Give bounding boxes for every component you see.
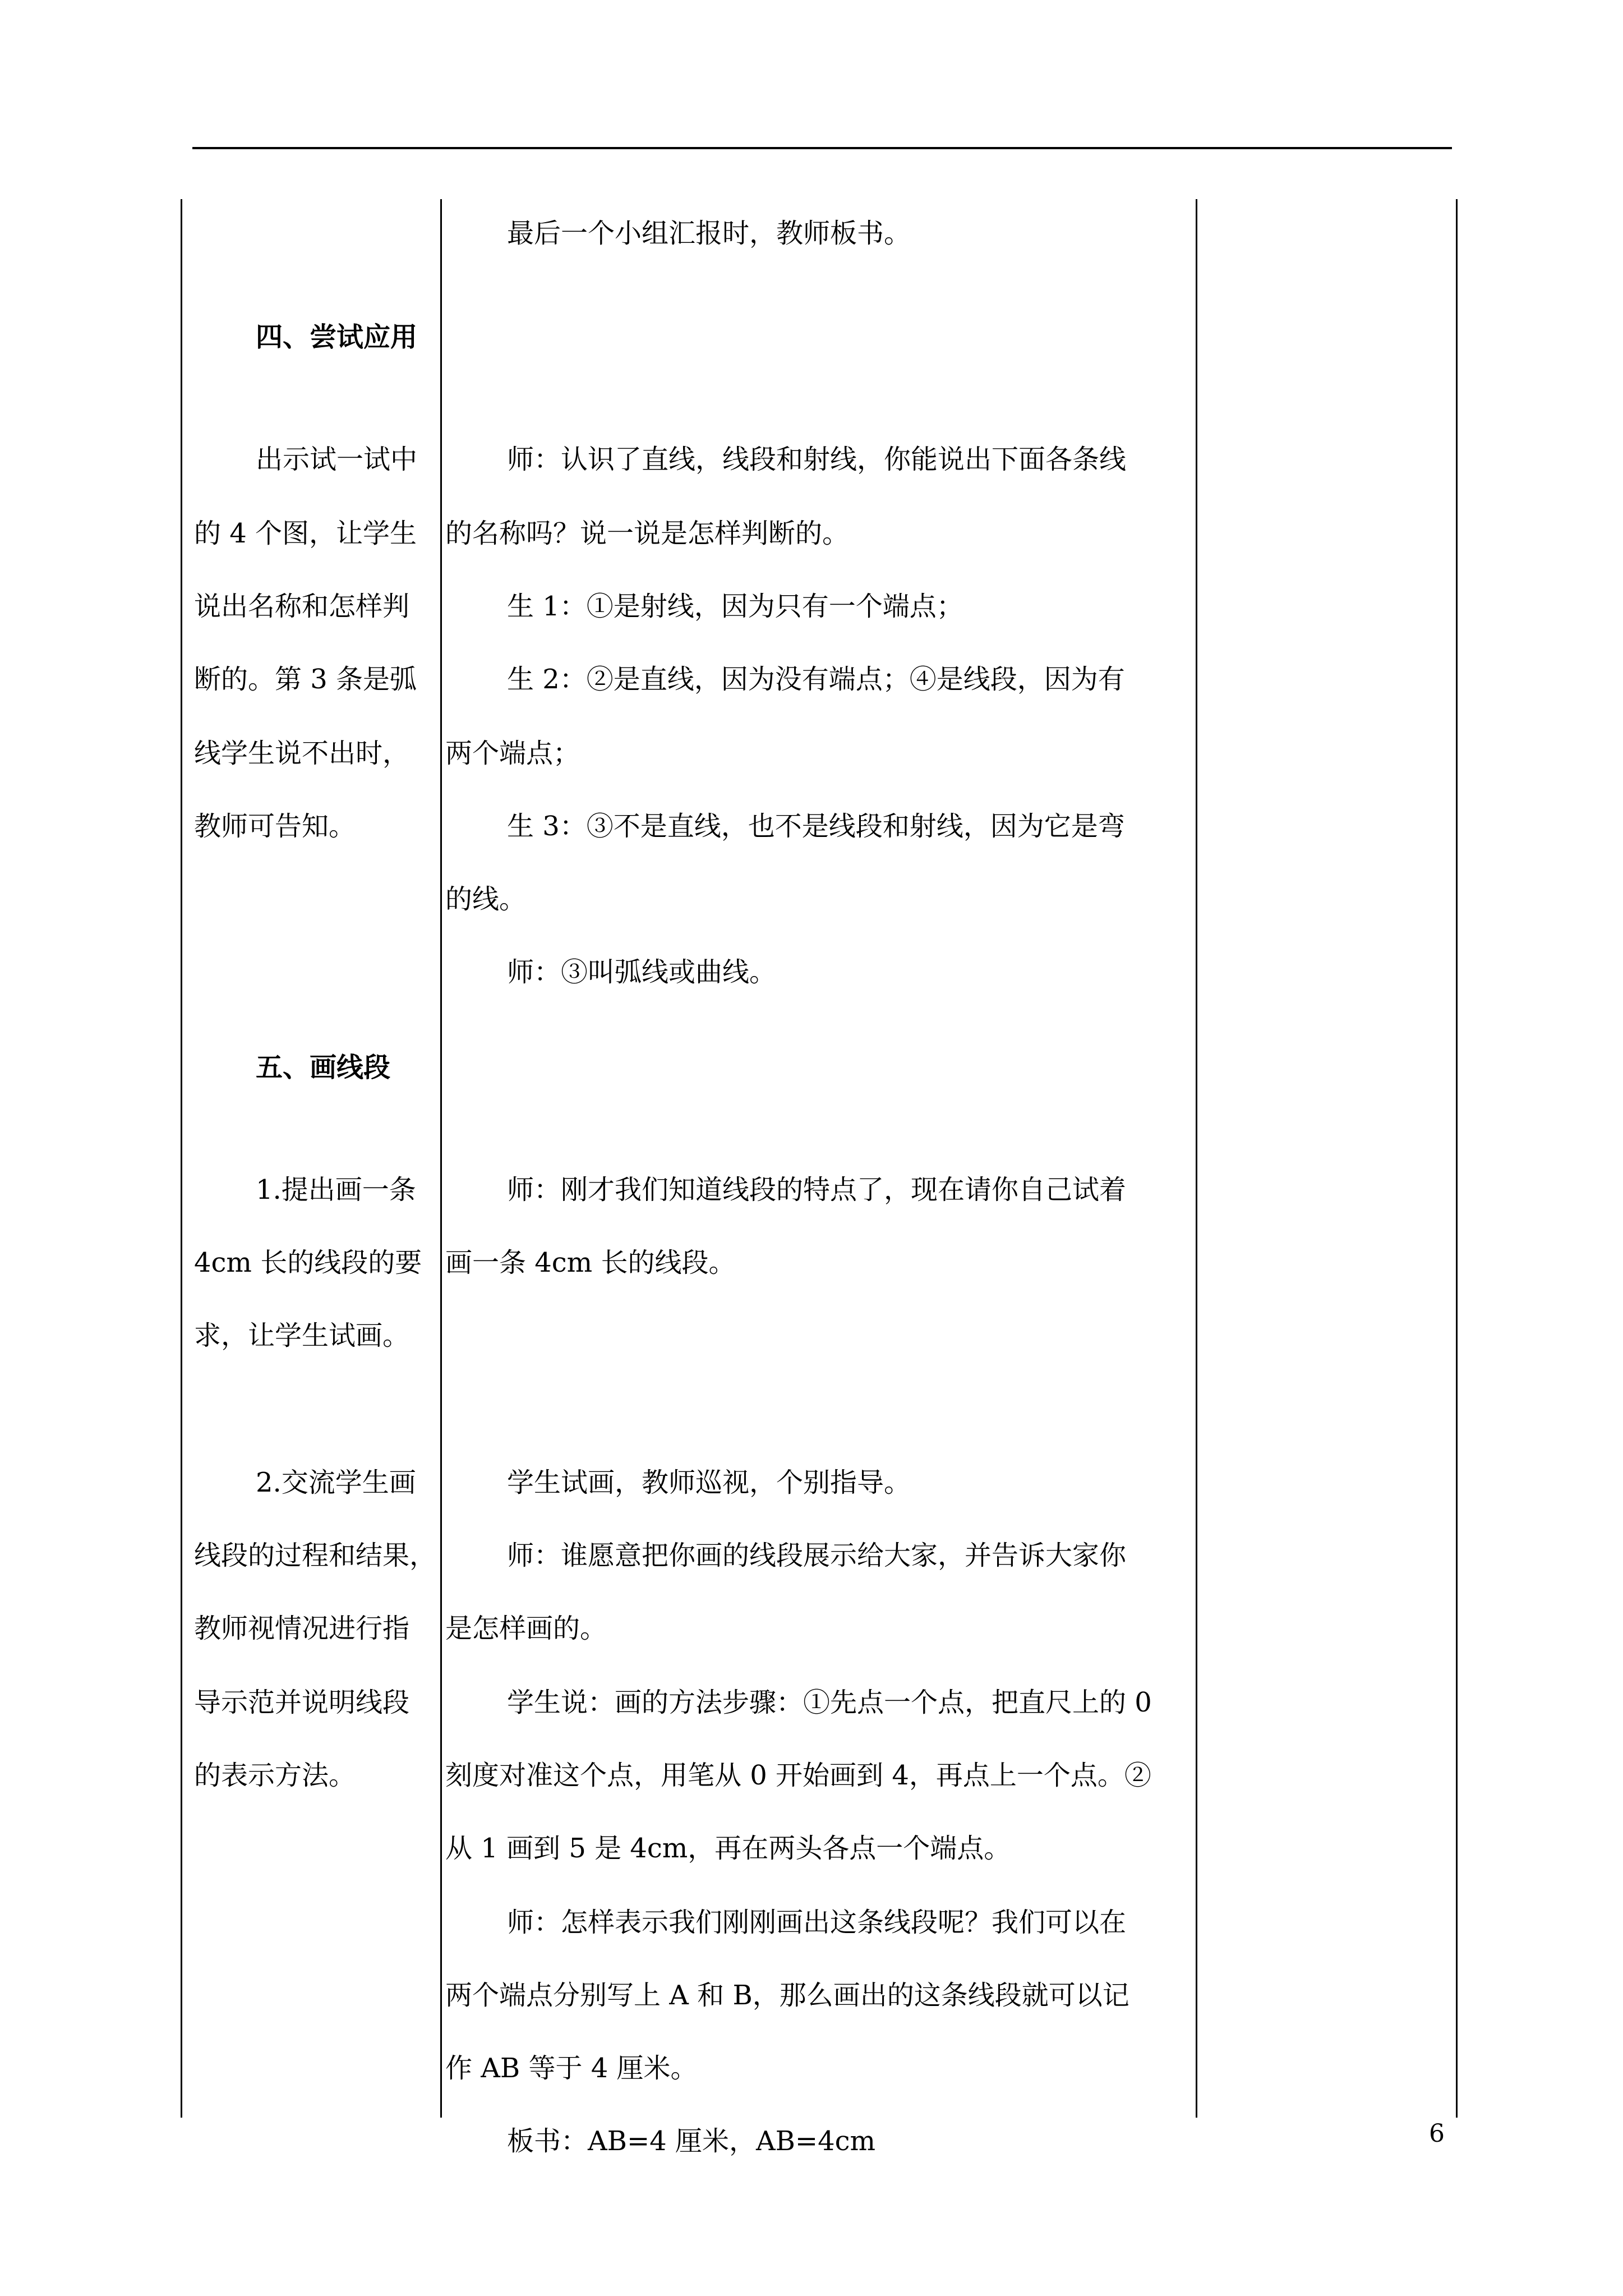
paragraph: 生 3：③不是直线，也不是线段和射线，因为它是弯 (507, 811, 1125, 842)
paragraph: 两个端点； (445, 738, 580, 769)
paragraph: 师：刚才我们知道线段的特点了，现在请你自己试着 (507, 1174, 1127, 1205)
left-note-line: 断的。第 3 条是弧 (194, 664, 417, 695)
left-note-line: 教师可告知。 (194, 811, 356, 842)
table-border-left (181, 199, 182, 2118)
left-note-line: 线段的过程和结果， (194, 1540, 437, 1571)
section-heading-4: 四、尝试应用 (256, 321, 418, 353)
left-note-line: 的表示方法。 (194, 1760, 356, 1791)
left-note-line: 教师视情况进行指 (194, 1613, 410, 1644)
paragraph: 的线。 (445, 884, 527, 915)
paragraph: 师：认识了直线，线段和射线，你能说出下面各条线 (507, 444, 1127, 475)
paragraph: 两个端点分别写上 A 和 B，那么画出的这条线段就可以记 (445, 1980, 1129, 2011)
left-note-line: 说出名称和怎样判 (194, 591, 410, 622)
section-heading-5: 五、画线段 (256, 1052, 391, 1083)
paragraph: 作 AB 等于 4 厘米。 (445, 2053, 698, 2084)
table-border-right (1456, 199, 1458, 2118)
paragraph: 刻度对准这个点，用笔从 0 开始画到 4，再点上一个点。② (445, 1760, 1151, 1791)
left-note-line: 导示范并说明线段 (194, 1687, 410, 1718)
left-note-line: 求，让学生试画。 (194, 1320, 410, 1351)
left-note-line: 的 4 个图，让学生 (194, 518, 417, 549)
paragraph: 师：③叫弧线或曲线。 (507, 956, 777, 988)
paragraph: 学生试画，教师巡视，个别指导。 (507, 1467, 911, 1498)
paragraph: 的名称吗？说一说是怎样判断的。 (445, 518, 850, 549)
table-border-col2 (1196, 199, 1197, 2118)
left-note-line: 2.交流学生画 (256, 1467, 416, 1498)
table-border-col1 (440, 199, 442, 2118)
left-note-line: 线学生说不出时， (194, 738, 410, 769)
paragraph: 从 1 画到 5 是 4cm，再在两头各点一个端点。 (445, 1833, 1011, 1864)
page-number: 6 (1429, 2119, 1445, 2148)
left-note-line: 1.提出画一条 (256, 1174, 416, 1205)
paragraph: 板书：AB=4 厘米，AB=4cm (507, 2125, 876, 2157)
left-note-line: 出示试一试中 (256, 444, 418, 475)
header-rule (192, 147, 1452, 149)
left-note-line: 4cm 长的线段的要 (194, 1247, 422, 1278)
paragraph: 生 2：②是直线，因为没有端点；④是线段，因为有 (507, 664, 1125, 695)
paragraph: 画一条 4cm 长的线段。 (445, 1247, 736, 1278)
paragraph: 师：谁愿意把你画的线段展示给大家，并告诉大家你 (507, 1540, 1127, 1571)
paragraph: 学生说：画的方法步骤：①先点一个点，把直尺上的 0 (507, 1687, 1152, 1718)
paragraph: 是怎样画的。 (445, 1613, 607, 1644)
paragraph: 师：怎样表示我们刚刚画出这条线段呢？我们可以在 (507, 1907, 1127, 1938)
paragraph: 生 1：①是射线，因为只有一个端点； (507, 591, 963, 622)
paragraph: 最后一个小组汇报时，教师板书。 (507, 218, 911, 249)
